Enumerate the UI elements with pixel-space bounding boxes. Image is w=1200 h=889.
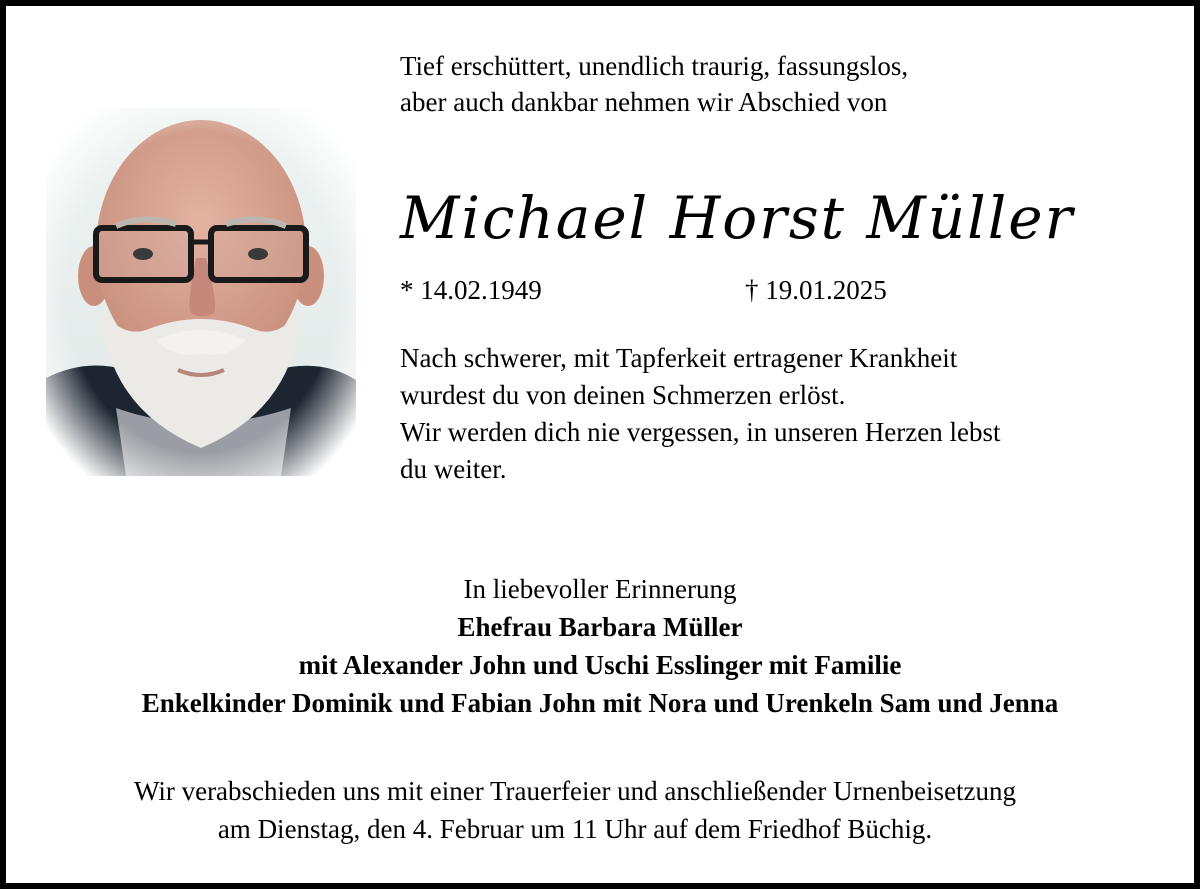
intro-line: aber auch dankbar nehmen wir Abschied von	[400, 87, 888, 117]
mourner-line: mit Alexander John und Uschi Esslinger mit Familie	[298, 650, 902, 680]
mourner-line: Enkelkinder Dominik und Fabian John mit Nora und Urenkeln Sam und Jenna	[141, 688, 1059, 718]
funeral-line: am Dienstag, den 4. Februar um 11 Uhr auf dem Friedhof Büchig.	[217, 814, 933, 844]
mourners-heading: In liebevoller Erinnerung	[463, 574, 737, 604]
message-line: wurdest du von deinen Schmerzen erlöst.	[400, 380, 846, 410]
message-line: Wir werden dich nie vergessen, in unseren Herzen lebst	[400, 417, 1001, 447]
mourners-block	[0, 570, 1200, 722]
intro-text	[400, 48, 908, 120]
intro-line: Tief erschüttert, unendlich traurig, fassungslos,	[400, 51, 909, 81]
farewell-message	[400, 340, 1000, 488]
birth-date: * 14.02.1949	[400, 275, 542, 305]
message-line: Nach schwerer, mit Tapferkeit ertragener Krankheit	[400, 343, 958, 373]
portrait-photo	[46, 108, 356, 476]
funeral-line: Wir verabschieden uns mit einer Trauerfeier und anschließender Urnenbeisetzung	[133, 776, 1017, 806]
deceased-name: Michael Horst Müller	[400, 184, 1075, 252]
funeral-info	[0, 772, 1150, 848]
death-date: † 19.01.2025	[745, 275, 887, 305]
message-line: du weiter.	[400, 454, 507, 484]
mourner-line: Ehefrau Barbara Müller	[457, 612, 743, 642]
